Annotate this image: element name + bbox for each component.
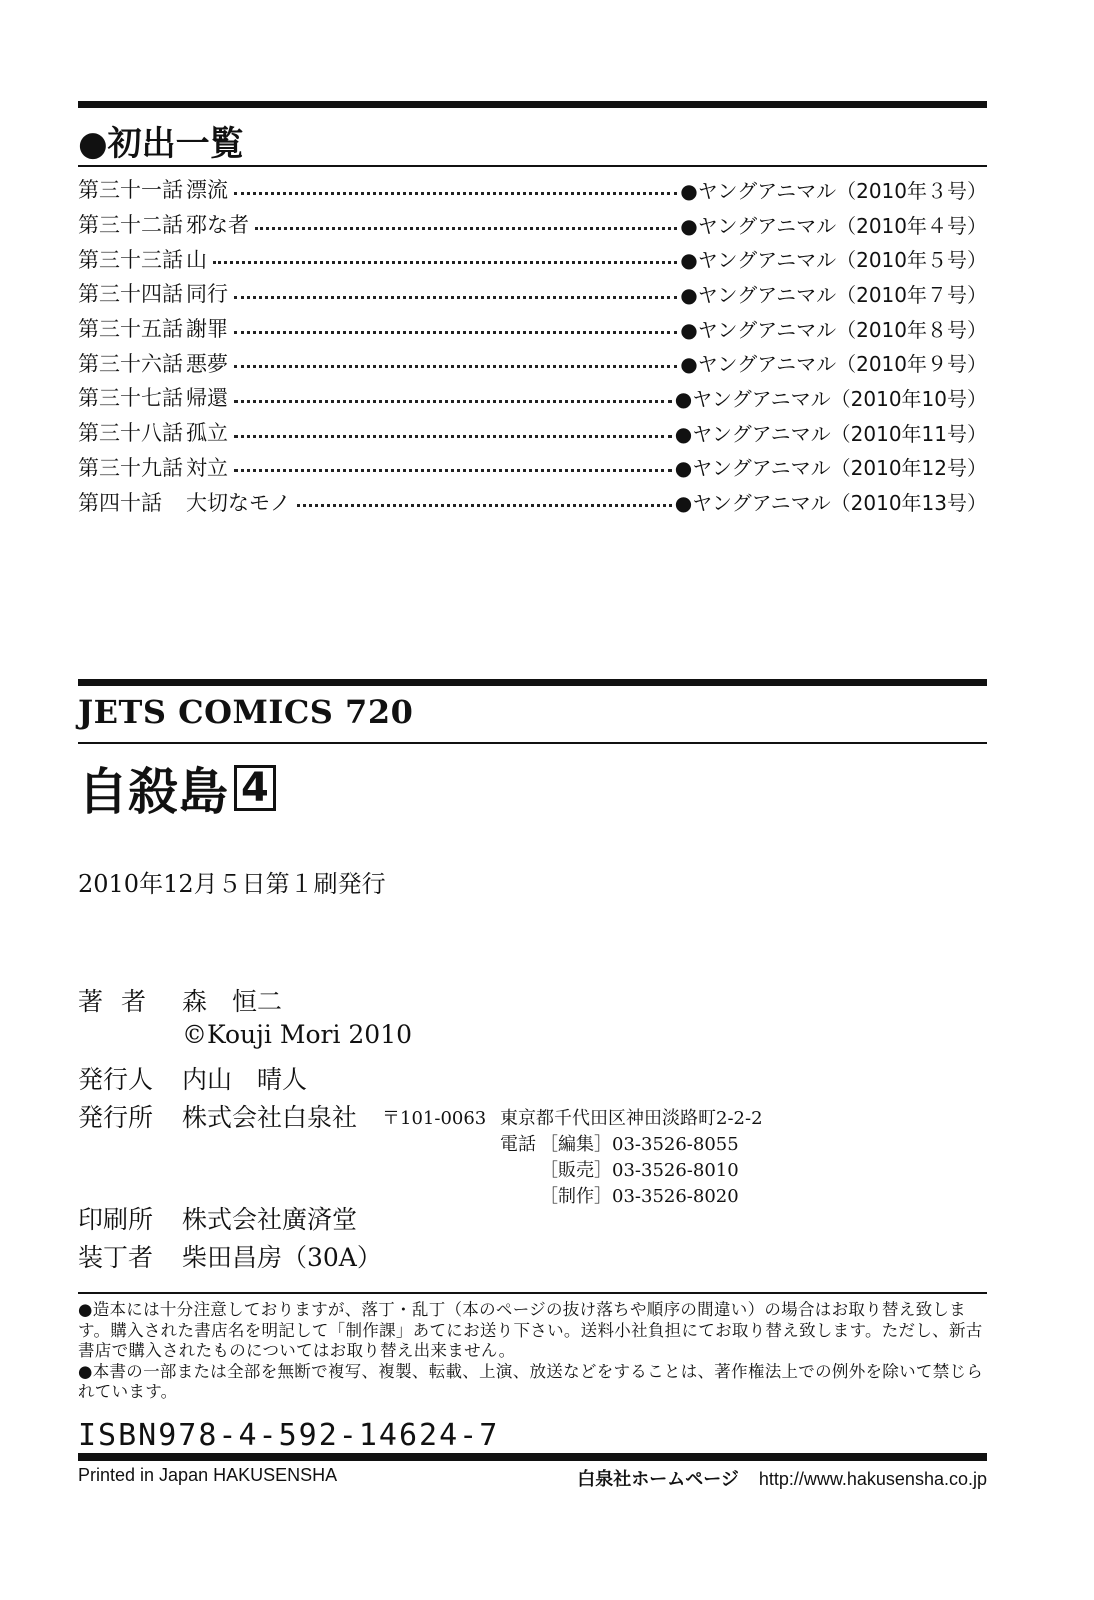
episode-title: 悪夢 bbox=[186, 351, 228, 376]
episode-title: 邪な者 bbox=[186, 213, 249, 238]
leader-dots bbox=[213, 261, 677, 264]
list-item bbox=[78, 450, 987, 485]
episode-title: 孤立 bbox=[186, 421, 228, 446]
episode-number: 第三十一話 bbox=[78, 178, 183, 203]
publisher-label: 発行所 bbox=[78, 1103, 154, 1132]
list-item bbox=[78, 172, 987, 207]
notice-block bbox=[78, 1300, 987, 1403]
episode-number: 第三十二話 bbox=[78, 213, 183, 238]
episode-number: 第四十話 bbox=[78, 490, 162, 515]
episode-title: 対立 bbox=[186, 455, 228, 480]
episode-title: 漂流 bbox=[186, 178, 228, 203]
phone-label: 電話 bbox=[500, 1134, 536, 1155]
book-title-text: 自殺島 bbox=[78, 763, 228, 821]
episode-source: ●ヤングアニマル（2010年11号） bbox=[674, 421, 987, 446]
top-thick-rule bbox=[78, 101, 987, 108]
list-item bbox=[78, 484, 987, 519]
episode-number: 第三十七話 bbox=[78, 386, 183, 411]
list-item bbox=[78, 380, 987, 415]
printer-name: 株式会社廣済堂 bbox=[182, 1205, 358, 1234]
publish-date: 2010年12月５日第１刷発行 bbox=[78, 870, 386, 898]
phone-production bbox=[540, 1182, 739, 1208]
publisher-row bbox=[78, 1098, 357, 1134]
list-item bbox=[78, 241, 987, 276]
episode-number: 第三十六話 bbox=[78, 351, 183, 376]
episode-number: 第三十五話 bbox=[78, 317, 183, 342]
episode-source: ●ヤングアニマル（2010年５号） bbox=[680, 248, 987, 273]
first-appearance-title: ●初出一覧 bbox=[78, 124, 244, 164]
leader-dots bbox=[234, 469, 672, 472]
leader-dots bbox=[234, 435, 672, 438]
designer-name: 柴田昌房（30A） bbox=[182, 1243, 382, 1272]
episode-number: 第三十四話 bbox=[78, 282, 183, 307]
publisher-person-label: 発行人 bbox=[78, 1065, 154, 1094]
copyright: ©Kouji Mori 2010 bbox=[182, 1020, 413, 1049]
episode-source: ●ヤングアニマル（2010年13号） bbox=[674, 491, 987, 516]
episode-source: ●ヤングアニマル（2010年７号） bbox=[680, 282, 987, 307]
leader-dots bbox=[255, 227, 677, 230]
printer-label: 印刷所 bbox=[78, 1205, 154, 1234]
episode-title: 同行 bbox=[186, 282, 228, 307]
author-label: 著者 bbox=[78, 987, 165, 1016]
episode-number: 第三十三話 bbox=[78, 247, 183, 272]
phone-number: 03-3526-8055 bbox=[612, 1134, 739, 1155]
notice-replacement: ●造本には十分注意しておりますが、落丁・乱丁（本のページの抜け落ちや順序の間違い）の場合はお取り替え致します。購入された書店名を明記して「制作課」あてにお送り下さい。送料小社負担にてお取り替え致します。ただし、新古書店で購入されたものについてはお取り替え出来ません。 bbox=[78, 1300, 983, 1360]
episode-title: 大切なモノ bbox=[186, 490, 291, 515]
phone-dept: ［制作］ bbox=[540, 1186, 612, 1207]
leader-dots bbox=[234, 331, 677, 334]
list-item bbox=[78, 415, 987, 450]
episode-source: ●ヤングアニマル（2010年８号） bbox=[680, 317, 987, 342]
episode-number: 第三十八話 bbox=[78, 421, 183, 446]
printer-row bbox=[78, 1200, 357, 1236]
notice-copyright: ●本書の一部または全部を無断で複写、複製、転載、上演、放送などをすることは、著作権法上での例外を除いて禁じられています。 bbox=[78, 1361, 984, 1401]
publisher-person: 内山 晴人 bbox=[182, 1065, 308, 1094]
list-item bbox=[78, 345, 987, 380]
list-item bbox=[78, 207, 987, 242]
postal-code: 〒101-0063 bbox=[382, 1108, 487, 1129]
list-item bbox=[78, 311, 987, 346]
volume-number: 4 bbox=[234, 765, 276, 811]
isbn: ISBN978-4-592-14624-7 bbox=[78, 1418, 500, 1453]
leader-dots bbox=[234, 400, 672, 403]
phone-number: 03-3526-8010 bbox=[612, 1160, 739, 1181]
episode-number: 第三十九話 bbox=[78, 455, 183, 480]
episode-source: ●ヤングアニマル（2010年３号） bbox=[680, 178, 987, 203]
colophon-thin-rule bbox=[78, 742, 987, 744]
author-row bbox=[78, 982, 282, 1018]
colophon-thick-rule bbox=[78, 679, 987, 686]
publisher-address: 東京都千代田区神田淡路町2-2-2 bbox=[500, 1108, 763, 1129]
episode-source: ●ヤングアニマル（2010年12号） bbox=[674, 456, 987, 481]
episode-title: 謝罪 bbox=[186, 317, 228, 342]
leader-dots bbox=[234, 365, 677, 368]
series-name: JETS COMICS 720 bbox=[78, 693, 414, 731]
homepage-label: 白泉社ホームページ bbox=[577, 1469, 739, 1489]
notice-rule bbox=[78, 1292, 987, 1294]
leader-dots bbox=[234, 192, 677, 195]
homepage bbox=[577, 1465, 987, 1491]
book-title bbox=[78, 752, 276, 824]
author-name: 森 恒二 bbox=[182, 987, 283, 1016]
top-thin-rule bbox=[78, 165, 987, 167]
printed-in: Printed in Japan HAKUSENSHA bbox=[78, 1465, 338, 1485]
episode-title: 帰還 bbox=[186, 386, 228, 411]
footer-thick-rule bbox=[78, 1453, 987, 1461]
episode-source: ●ヤングアニマル（2010年４号） bbox=[680, 213, 987, 238]
episode-source: ●ヤングアニマル（2010年10号） bbox=[674, 386, 987, 411]
first-appearance-list bbox=[78, 172, 987, 519]
leader-dots bbox=[234, 296, 677, 299]
designer-row bbox=[78, 1238, 382, 1274]
publisher-person-row bbox=[78, 1060, 307, 1096]
episode-title: 山 bbox=[186, 247, 207, 272]
phone-dept: ［編集］ bbox=[540, 1134, 612, 1155]
phone-dept: ［販売］ bbox=[540, 1160, 612, 1181]
episode-source: ●ヤングアニマル（2010年９号） bbox=[680, 352, 987, 377]
leader-dots bbox=[297, 504, 672, 507]
homepage-url[interactable]: http://www.hakusensha.co.jp bbox=[758, 1469, 987, 1489]
phone-number: 03-3526-8020 bbox=[612, 1186, 739, 1207]
designer-label: 装丁者 bbox=[78, 1243, 154, 1272]
phone-editorial bbox=[540, 1130, 739, 1156]
publisher-name: 株式会社白泉社 bbox=[182, 1103, 358, 1132]
list-item bbox=[78, 276, 987, 311]
phone-sales bbox=[540, 1156, 739, 1182]
